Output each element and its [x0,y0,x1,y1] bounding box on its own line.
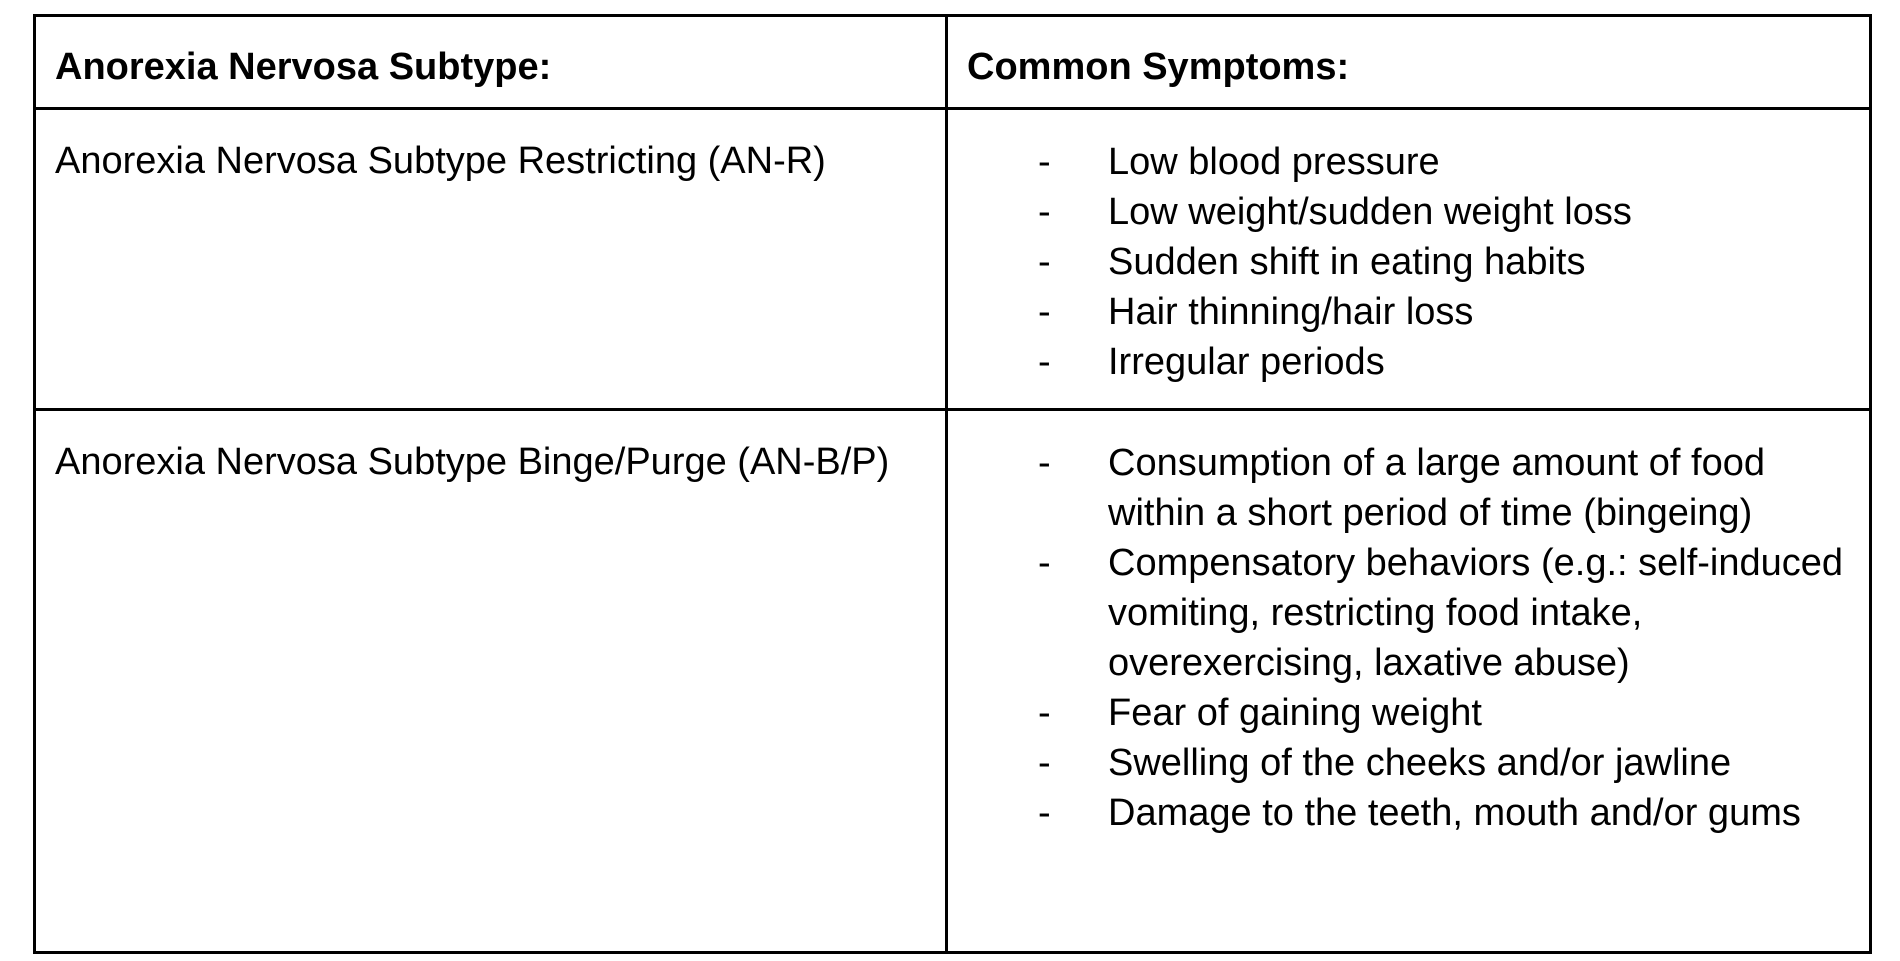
header-cell-symptoms [947,16,1871,109]
header-symptoms: Common Symptoms: [967,46,1350,88]
symptom-item [948,337,1845,387]
symptom-item [948,738,1845,788]
symptom-text: Irregular periods [1108,341,1385,383]
symptom-list [948,110,1869,387]
header-subtype: Anorexia Nervosa Subtype: [55,46,552,88]
symptom-item [948,287,1845,337]
subtype-cell [35,410,947,953]
bullet-dash: - [1038,141,1051,183]
bullet-dash: - [1038,291,1051,333]
bullet-dash: - [1038,692,1051,734]
table-row [35,410,1871,953]
subtype-name: Anorexia Nervosa Subtype Binge/Purge (AN-B/P) [55,441,890,483]
bullet-dash: - [1038,442,1051,484]
symptom-item [948,438,1845,538]
bullet-dash: - [1038,191,1051,233]
symptom-item [948,538,1845,688]
bullet-dash: - [1038,792,1051,834]
symptom-text: Swelling of the cheeks and/or jawline [1108,742,1732,784]
symptom-list [948,411,1869,838]
symptom-item [948,187,1845,237]
bullet-dash: - [1038,241,1051,283]
header-cell-subtype [35,16,947,109]
symptom-text: Consumption of a large amount of food within a short period of time (bingeing) [1108,442,1765,534]
symptom-text: Damage to the teeth, mouth and/or gums [1108,792,1801,834]
symptom-text: Low blood pressure [1108,141,1440,183]
subtype-cell [35,109,947,410]
symptom-item [948,688,1845,738]
bullet-dash: - [1038,341,1051,383]
bullet-dash: - [1038,742,1051,784]
symptom-text: Sudden shift in eating habits [1108,241,1586,283]
symptoms-cell [947,109,1871,410]
symptom-table [33,14,1872,954]
table-header-row [35,16,1871,109]
symptom-text: Fear of gaining weight [1108,692,1482,734]
symptoms-cell [947,410,1871,953]
symptom-text: Hair thinning/hair loss [1108,291,1474,333]
symptom-text: Compensatory behaviors (e.g.: self-induced vomiting, restricting food intake, overexercising, laxative abuse) [1108,542,1844,684]
table-row [35,109,1871,410]
symptom-item [948,237,1845,287]
subtype-name: Anorexia Nervosa Subtype Restricting (AN-R) [55,140,826,182]
symptom-item [948,137,1845,187]
symptom-item [948,788,1845,838]
bullet-dash: - [1038,542,1051,584]
symptom-text: Low weight/sudden weight loss [1108,191,1632,233]
